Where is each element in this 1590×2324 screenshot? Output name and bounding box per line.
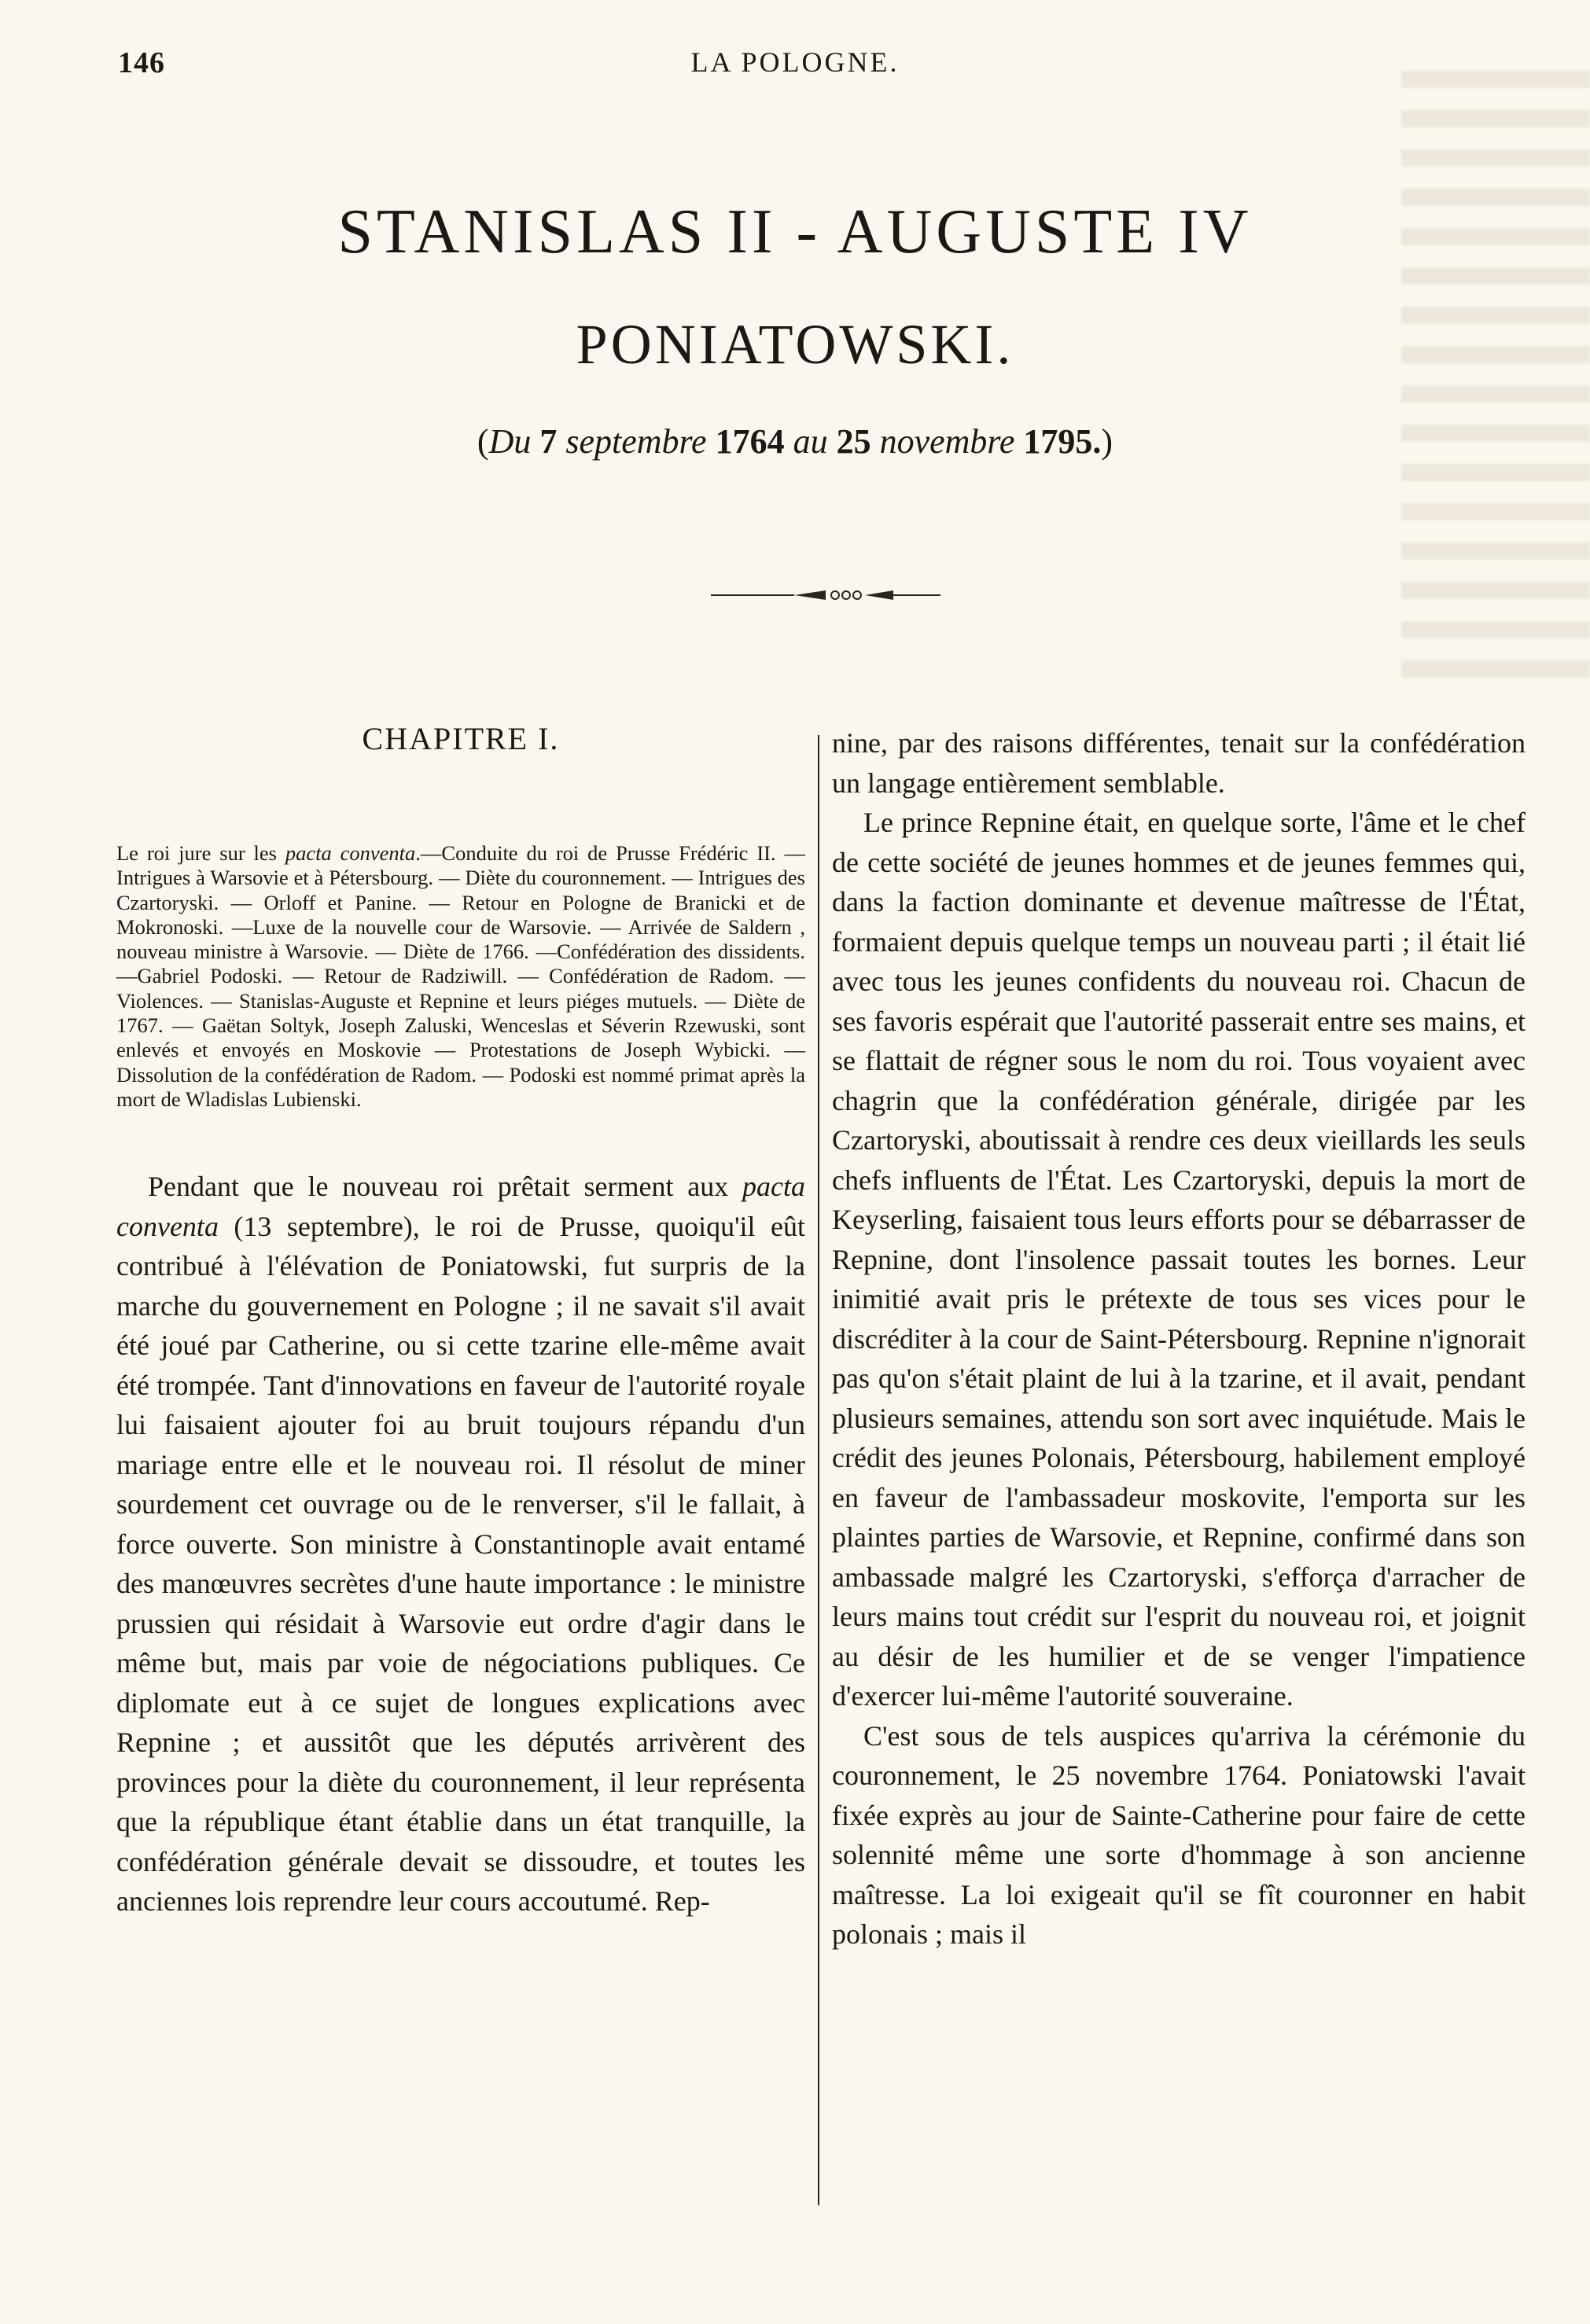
page-number: 146 [118, 46, 165, 79]
chapter-heading: CHAPITRE I. [362, 721, 560, 756]
chapter-title: STANISLAS II - AUGUSTE IV [337, 197, 1253, 267]
left-column [116, 723, 805, 1921]
body-text-left [116, 1167, 805, 1921]
paragraph-1 [116, 1167, 805, 1921]
reign-dates [0, 423, 1590, 461]
p1-text-a: Pendant que le nouveau roi prêtait serment aux [148, 1171, 743, 1203]
dates-year1: 1764 [715, 422, 785, 461]
running-head: LA POLOGNE. [690, 46, 900, 78]
p1-text-b: (13 septembre), le roi de Prusse, quoiqu'il eût contribué à l'élévation de Poniatowski, fut surpris de la marche du gouvernement en Pologne ; il ne savait s'il avait été joué par Catherine, ou si cette tzarine elle-même avait été trompée. Tant d'innovations en faveur de l'autorité royale lui faisaient ajouter foi au bruit toujours répandu d'un mariage entre elle et le nouveau roi. Il résolut de miner sourdement cet ouvrage ou de le renverser, s'il le fallait, à force ouverte. Son ministre à Constantinople avait entamé des manœuvres secrètes d'une haute importance : le ministre prussien qui résidait à Warsovie eut ordre d'agir dans le même but, mais par voie de négociations publiques. Ce diplomate eut à ce sujet de longues explications avec Repnine ; et aussitôt que les députés arrivèrent des provinces pour la diète du couronnement, il leur représenta que la république étant établie dans un état tranquille, la confédération générale devait se dissoudre, et toutes les anciennes lois reprendre leur cours accoutumé. Rep- [116, 1210, 805, 1918]
chapter-subtitle: PONIATOWSKI. [576, 313, 1014, 376]
paragraph-3: C'est sous de tels auspices qu'arriva la cérémonie du couronnement, le 25 novembre 1764. Poniatowski l'avait fixée exprès au jour de Sainte-Catherine pour faire de cette solennité même une sorte d'hommage à son ancienne maîtresse. La loi exigeait qu'il se fît couronner en habit polonais ; mais il [832, 1719, 1526, 1950]
summary-italic: pacta conventa [285, 841, 416, 865]
page-header [0, 46, 1590, 93]
column-divider [818, 735, 819, 2205]
summary-text-1: Le roi jure sur les [116, 841, 285, 865]
dates-month2: novembre [879, 422, 1015, 461]
dates-au: au [793, 422, 828, 461]
dates-month1: septembre [565, 422, 707, 461]
bleed-through-text [1401, 71, 1590, 684]
dates-du: Du [488, 422, 532, 461]
paragraph-2: Le prince Repnine était, en quelque sorte, l'âme et le chef de cette société de jeunes hommes et de jeunes femmes qui, dans la faction dominante et devenue maîtresse de l'État, formaient depuis quelque temps un nouveau parti ; il était lié avec tous les jeunes confidents du nouveau roi. Chacun de ses favoris espérait que l'autorité passerait entre ses mains, et se flattait de régner sous le nom du roi. Tous voyaient avec chagrin que la confédération générale, dirigée par les Czartoryski, aboutissait à rendre ces deux vieillards les seuls chefs influents de l'État. Les Czartoryski, depuis la mort de Keyserling, faisaient tous leurs efforts pour se débarrasser de Repnine, dont l'insolence passait toutes les bornes. Leur inimitié avait pris le prétexte de tous ses vices pour le discréditer à la cour de Saint-Pétersbourg. Repnine n'ignorait pas qu'on s'était plaint de lui à la tzarine, et il avait, pendant plusieurs semaines, attendu son sort avec inquiétude. Mais le crédit des jeunes Polonais, Pétersbourg, habilement employé en faveur de l'ambassadeur moskovite, l'emporta sur les plaintes parties de Warsovie, et Repnine, confirmé dans son ambassade malgré les Czartoryski, s'efforça d'arracher de leurs mains tout crédit sur l'esprit du nouveau roi, et joignit au désir de les humilier et de se venger l'impatience d'exercer lui-même l'autorité souveraine. [832, 807, 1526, 1712]
p1-italic: pacta conventa [116, 1171, 805, 1242]
dates-close-paren: ) [1101, 422, 1113, 461]
paragraph-1-continued: nine, par des raisons différentes, tenait sur la confédération un langage entièrement semblable. [832, 727, 1526, 799]
dates-day1: 7 [539, 422, 558, 461]
right-column [832, 723, 1526, 1954]
dates-open-paren: ( [477, 422, 489, 461]
summary-text-2: .—Conduite du roi de Prusse Frédéric II. — Intrigues à Warsovie et à Pétersbourg. — Diète du couronnement. — Intrigues des Czartoryski. — Orloff et Panine. — Retour en Pologne de Branicki et de Mokronoski. —Luxe de la nouvelle cour de Warsovie. — Arrivée de Saldern , nouveau ministre à Warsovie. — Diète de 1766. —Confédération des dissidents. —Gabriel Podoski. — Retour de Radziwill. — Confédération de Radom. — Violences. — Stanislas-Auguste et Repnine et leurs piéges mutuels. — Diète de 1767. — Gaëtan Soltyk, Joseph Zaluski, Wenceslas et Séverin Rzewuski, sont enlevés et envoyés en Moskovie — Protestations de Joseph Wybicki. — Dissolution de la confédération de Radom. — Podoski est nommé primat après la mort de Wladislas Lubienski. [116, 841, 805, 1111]
dates-year2: 1795. [1023, 422, 1102, 461]
ornament-divider [708, 586, 944, 605]
chapter-summary [116, 841, 805, 1112]
dates-day2: 25 [836, 422, 871, 461]
body-text-right [832, 723, 1526, 1954]
